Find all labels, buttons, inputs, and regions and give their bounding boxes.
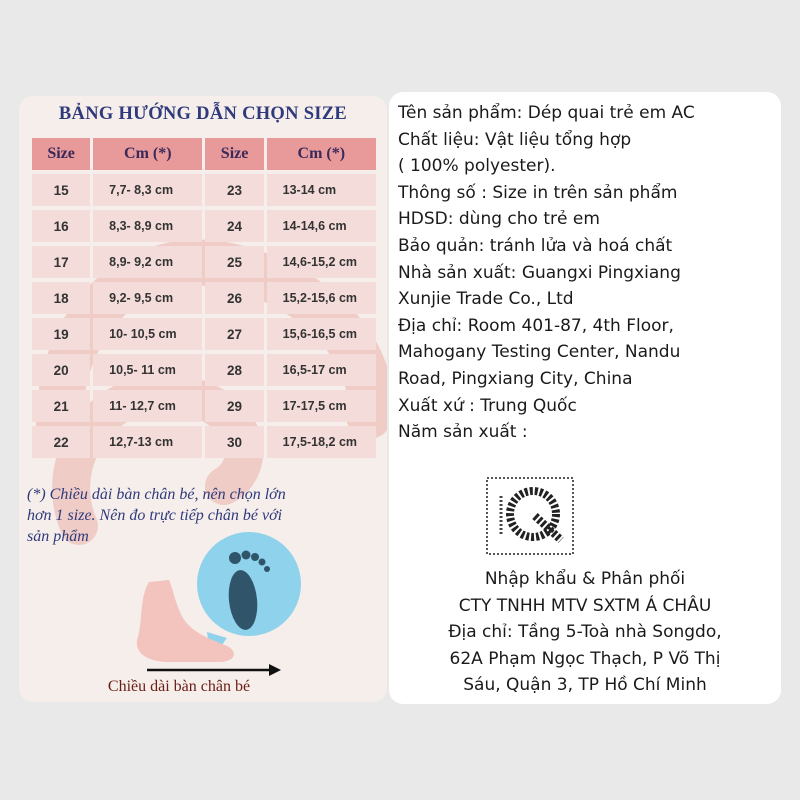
product-info-block	[398, 100, 778, 446]
column-header-size: Size	[205, 138, 263, 170]
cm-cell: 16,5-17 cm	[267, 354, 376, 386]
cm-cell: 17,5-18,2 cm	[267, 426, 376, 458]
cm-cell: 8,3- 8,9 cm	[93, 210, 202, 242]
quality-mark-icon	[485, 476, 575, 556]
cm-cell: 11- 12,7 cm	[93, 390, 202, 422]
table-row	[32, 426, 376, 458]
note-line: sản phẩm	[27, 528, 89, 545]
cm-cell: 14,6-15,2 cm	[267, 246, 376, 278]
info-line: Mahogany Testing Center, Nandu	[398, 342, 681, 363]
size-cell: 27	[205, 318, 263, 350]
note-line: hơn 1 size. Nên đo trực tiếp chân bé với	[27, 507, 283, 524]
size-cell: 24	[205, 210, 263, 242]
cm-cell: 10- 10,5 cm	[93, 318, 202, 350]
cm-cell: 8,9- 9,2 cm	[93, 246, 202, 278]
cm-cell: 12,7-13 cm	[93, 426, 202, 458]
info-line: Xuất xứ : Trung Quốc	[398, 395, 577, 416]
cm-cell: 14-14,6 cm	[267, 210, 376, 242]
importer-line: Sáu, Quận 3, TP Hồ Chí Minh	[463, 675, 707, 695]
cm-cell: 13-14 cm	[267, 174, 376, 206]
size-cell: 23	[205, 174, 263, 206]
table-row	[32, 318, 376, 350]
size-guide-card	[19, 96, 387, 702]
size-cell: 28	[205, 354, 263, 386]
importer-line: 62A Phạm Ngọc Thạch, P Võ Thị	[449, 648, 721, 669]
info-line: Năm sản xuất :	[398, 422, 528, 443]
size-cell: 19	[32, 318, 90, 350]
info-line: Tên sản phẩm: Dép quai trẻ em AC	[398, 103, 695, 123]
info-line: Road, Pingxiang City, China	[398, 368, 633, 389]
size-cell: 20	[32, 354, 90, 386]
size-cell: 29	[205, 390, 263, 422]
importer-block	[389, 566, 781, 699]
size-cell: 18	[32, 282, 90, 314]
table-row	[32, 282, 376, 314]
info-line: HDSD: dùng cho trẻ em	[398, 209, 600, 230]
table-row	[32, 246, 376, 278]
size-cell: 26	[205, 282, 263, 314]
cm-cell: 10,5- 11 cm	[93, 354, 202, 386]
importer-line: Nhập khẩu & Phân phối	[484, 569, 686, 589]
size-cell: 21	[32, 390, 90, 422]
importer-line: CTY TNHH MTV SXTM Á CHÂU	[458, 595, 712, 616]
info-line: Địa chỉ: Room 401-87, 4th Floor,	[398, 315, 674, 336]
info-line: ( 100% polyester).	[398, 156, 556, 177]
info-line: Xunjie Trade Co., Ltd	[398, 289, 574, 310]
size-cell: 22	[32, 426, 90, 458]
cm-cell: 7,7- 8,3 cm	[93, 174, 202, 206]
size-cell: 15	[32, 174, 90, 206]
size-table	[29, 134, 379, 462]
column-header-size: Size	[32, 138, 90, 170]
info-line: Chất liệu: Vật liệu tổng hợp	[398, 129, 632, 150]
size-cell: 30	[205, 426, 263, 458]
importer-line: Địa chỉ: Tầng 5-Toà nhà Songdo,	[448, 622, 722, 642]
table-row	[32, 174, 376, 206]
product-info-card	[389, 92, 781, 704]
note-line: (*) Chiều dài bàn chân bé, nên chọn lớn	[27, 486, 286, 503]
size-cell: 17	[32, 246, 90, 278]
cm-cell: 15,2-15,6 cm	[267, 282, 376, 314]
column-header-cm: Cm (*)	[93, 138, 202, 170]
info-line: Thông số : Size in trên sản phẩm	[398, 182, 678, 203]
size-table-header	[32, 138, 376, 170]
size-guide-title: BẢNG HƯỚNG DẪN CHỌN SIZE	[58, 104, 348, 124]
size-cell: 25	[205, 246, 263, 278]
table-row	[32, 390, 376, 422]
table-row	[32, 210, 376, 242]
cm-cell: 15,6-16,5 cm	[267, 318, 376, 350]
foot-measure-icon	[109, 528, 309, 678]
info-line: Nhà sản xuất: Guangxi Pingxiang	[398, 262, 681, 283]
size-cell: 16	[32, 210, 90, 242]
table-row	[32, 354, 376, 386]
foot-length-caption: Chiều dài bàn chân bé	[107, 678, 251, 695]
cm-cell: 9,2- 9,5 cm	[93, 282, 202, 314]
column-header-cm: Cm (*)	[267, 138, 376, 170]
cm-cell: 17-17,5 cm	[267, 390, 376, 422]
info-line: Bảo quản: tránh lửa và hoá chất	[398, 235, 673, 256]
